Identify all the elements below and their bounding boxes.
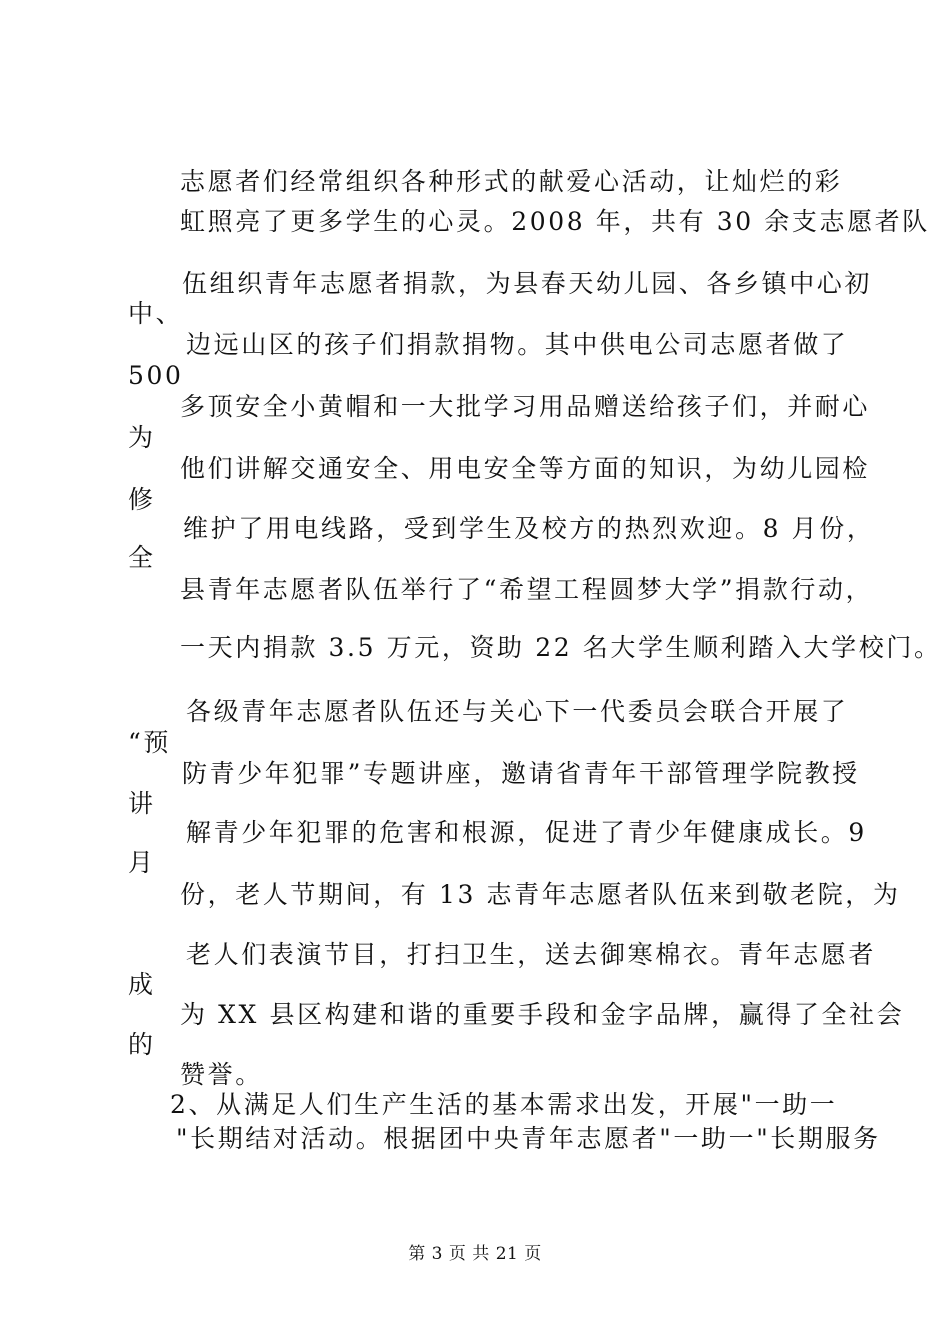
text-line: 多顶安全小黄帽和一大批学习用品赠送给孩子们，并耐心 bbox=[180, 392, 871, 421]
text-line: 中、 bbox=[128, 299, 184, 328]
text-line: 虹照亮了更多学生的心灵。2008 年，共有 30 余支志愿者队 bbox=[180, 207, 930, 236]
text-line: 的 bbox=[128, 1030, 156, 1059]
text-line: 解青少年犯罪的危害和根源，促进了青少年健康成长。9 bbox=[186, 818, 867, 847]
text-line: 为 XX 县区构建和谐的重要手段和金字品牌，赢得了全社会 bbox=[180, 1000, 905, 1029]
text-line: 各级青年志愿者队伍还与关心下一代委员会联合开展了 bbox=[186, 697, 849, 726]
text-line: 边远山区的孩子们捐款捐物。其中供电公司志愿者做了 bbox=[186, 330, 849, 359]
text-line: 县青年志愿者队伍举行了“希望工程圆梦大学”捐款行动， bbox=[180, 575, 874, 604]
text-line: 为 bbox=[128, 423, 156, 452]
text-line: 份，老人节期间，有 13 志青年志愿者队伍来到敬老院，为 bbox=[180, 880, 901, 909]
text-line: 赞誉。 bbox=[180, 1060, 263, 1089]
text-line: 2、从满足人们生产生活的基本需求出发，开展"一助一 bbox=[170, 1090, 838, 1119]
text-line: 修 bbox=[128, 485, 156, 514]
text-line: 防青少年犯罪”专题讲座，邀请省青年干部管理学院教授 bbox=[182, 759, 860, 788]
page-number-footer: 第 3 页 共 21 页 bbox=[408, 1244, 542, 1264]
text-line: 维护了用电线路，受到学生及校方的热烈欢迎。8 月份， bbox=[183, 514, 875, 543]
text-line: 500 bbox=[128, 361, 184, 390]
text-line: 他们讲解交通安全、用电安全等方面的知识，为幼儿园检 bbox=[180, 454, 871, 483]
text-line: 志愿者们经常组织各种形式的献爱心活动，让灿烂的彩 bbox=[180, 167, 843, 196]
text-line: 全 bbox=[128, 543, 156, 572]
text-line: “预 bbox=[128, 728, 171, 757]
text-line: 一天内捐款 3.5 万元，资助 22 名大学生顺利踏入大学校门。 bbox=[180, 633, 942, 662]
text-line: 老人们表演节目，打扫卫生，送去御寒棉衣。青年志愿者 bbox=[186, 940, 877, 969]
text-line: 伍组织青年志愿者捐款，为县春天幼儿园、各乡镇中心初 bbox=[182, 269, 873, 298]
text-line: 成 bbox=[128, 970, 156, 999]
text-line: 讲 bbox=[128, 789, 156, 818]
text-line: "长期结对活动。根据团中央青年志愿者"一助一"长期服务 bbox=[176, 1124, 881, 1153]
text-line: 月 bbox=[128, 848, 156, 877]
